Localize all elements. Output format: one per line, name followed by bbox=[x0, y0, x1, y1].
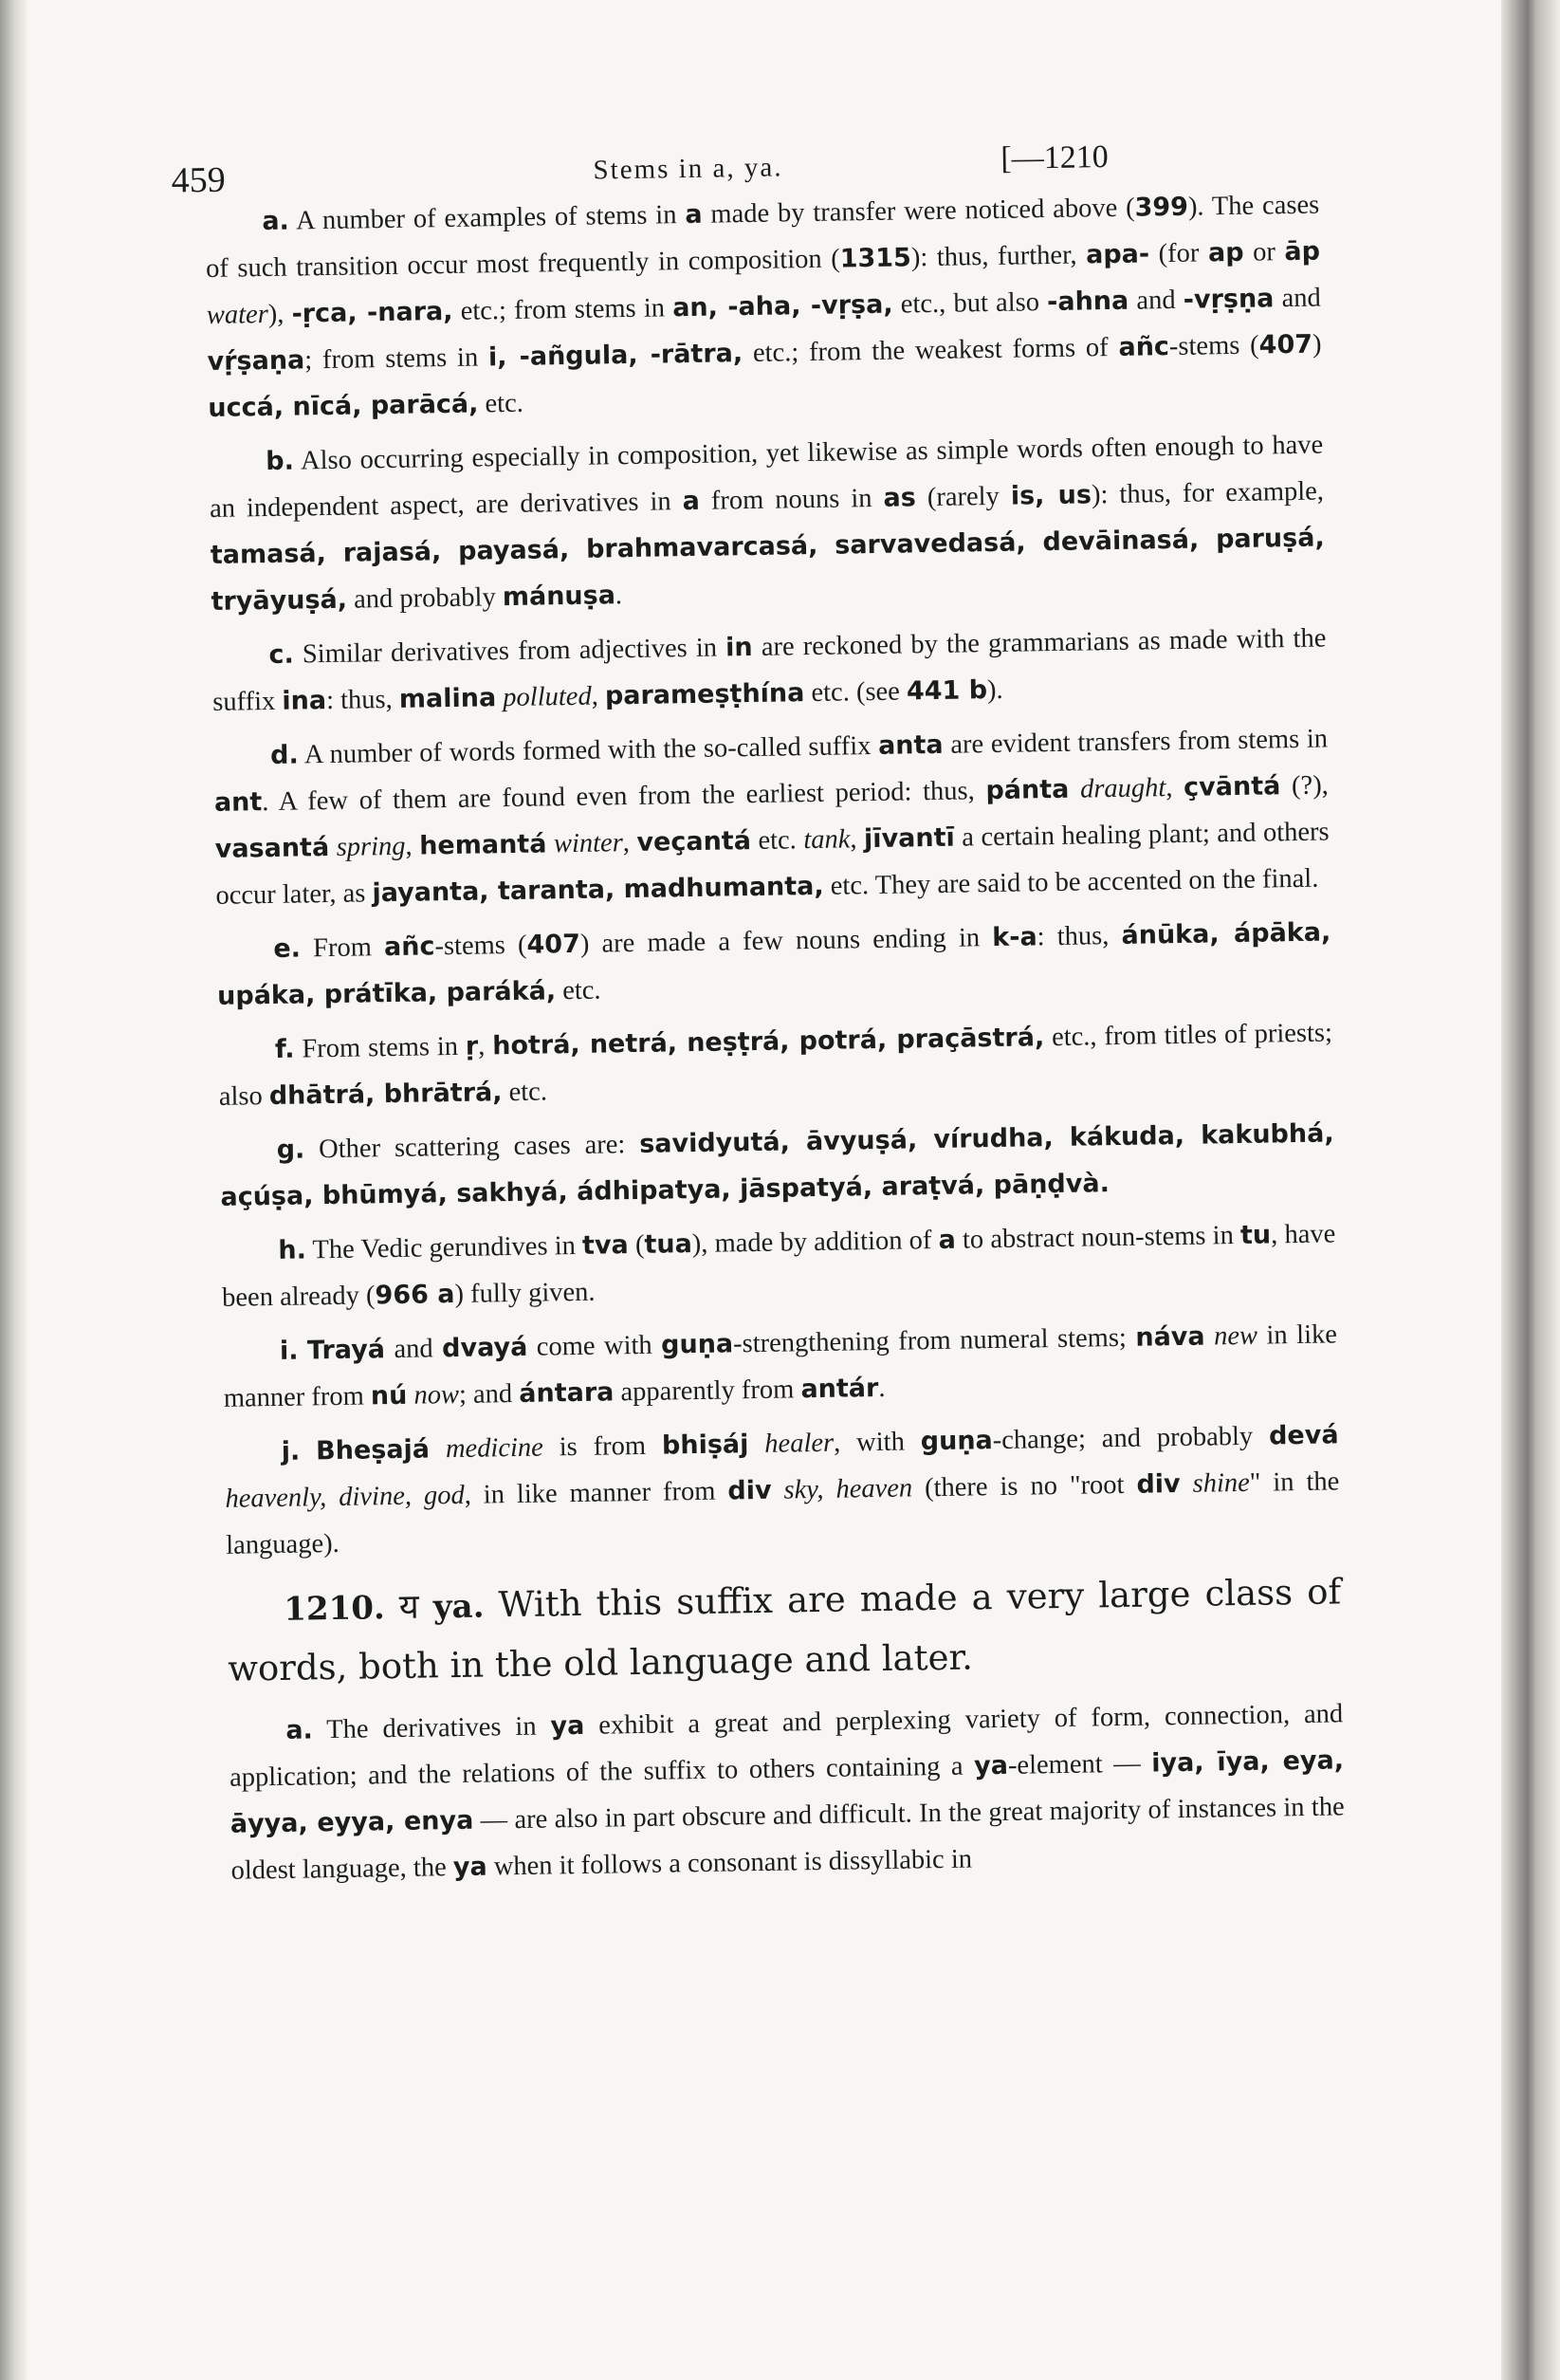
text-run bbox=[748, 1430, 764, 1459]
bold-term: ántara bbox=[519, 1377, 615, 1409]
bold-term: i. bbox=[279, 1336, 299, 1366]
text-run: : thus, bbox=[325, 684, 400, 716]
italic-gloss: spring bbox=[336, 831, 406, 862]
bold-term: mánuṣa bbox=[502, 581, 616, 613]
bold-term: ya bbox=[452, 1852, 487, 1883]
bold-term: pánta bbox=[985, 774, 1070, 806]
text-run: From bbox=[300, 932, 385, 964]
bold-term: -vṛṣṇa bbox=[1183, 284, 1275, 315]
bold-term: an, -aha, -vṛṣa, bbox=[671, 289, 893, 323]
paragraph-b bbox=[209, 422, 1326, 625]
text-run: Other scattering cases are: bbox=[304, 1129, 640, 1165]
paragraph-g bbox=[219, 1110, 1334, 1220]
bold-term: div bbox=[1136, 1469, 1181, 1500]
bold-term: 1315 bbox=[839, 243, 912, 274]
bold-term: k-a bbox=[992, 922, 1037, 953]
bold-term: ant bbox=[213, 787, 263, 818]
text-run bbox=[1069, 775, 1080, 804]
text-run: ; from stems in bbox=[304, 342, 489, 376]
text-run: ). bbox=[986, 674, 1003, 706]
bold-term: jayanta, taranta, madhumanta, bbox=[372, 871, 824, 909]
bold-term: apa- bbox=[1085, 239, 1150, 270]
text-run: : thus, bbox=[1037, 920, 1122, 952]
text-run: . A few of them are found even from the earliest period: thus, bbox=[262, 776, 986, 818]
text-run: , bbox=[1165, 772, 1184, 803]
text-run: and bbox=[1274, 283, 1321, 314]
bold-term: h. bbox=[278, 1235, 307, 1265]
scan-left-edge bbox=[0, 0, 27, 2380]
bold-term: uccá, nīcá, parācá, bbox=[208, 389, 479, 423]
text-run: ; and bbox=[458, 1378, 520, 1410]
text-run: and bbox=[1128, 285, 1184, 316]
section-reference: [—1210 bbox=[1000, 139, 1109, 176]
text-run: etc. (see bbox=[804, 676, 908, 709]
text-run: (?), bbox=[1280, 770, 1330, 802]
bold-term: ap bbox=[1207, 237, 1244, 268]
text-run: etc. bbox=[502, 1077, 548, 1108]
bold-term: dvayá bbox=[441, 1332, 528, 1364]
text-run: exhibit a great and perplexing variety of form, connection, and application; and the relations of the suffix to others containing a bbox=[229, 1699, 1344, 1793]
page-number: 459 bbox=[171, 159, 226, 201]
text-run: etc., but also bbox=[892, 287, 1048, 320]
paragraph-a bbox=[205, 182, 1323, 432]
bold-term: c. bbox=[268, 639, 295, 670]
bold-term: a bbox=[938, 1225, 957, 1255]
text-run: The Vedic gerundives in bbox=[305, 1230, 583, 1265]
text-run bbox=[1180, 1469, 1192, 1499]
text-run: etc. They are said to be accented on the final. bbox=[823, 863, 1319, 901]
text-run: " in the language). bbox=[225, 1467, 1340, 1560]
bold-term: a bbox=[682, 486, 701, 517]
bold-term: hemantá bbox=[418, 829, 547, 861]
text-run: , in like manner from bbox=[464, 1476, 728, 1510]
text-run: from nouns in bbox=[699, 483, 884, 516]
bold-term: iya, īya, eya, āyya, eyya, enya bbox=[229, 1745, 1345, 1839]
text-run: With this suffix are made a very large class of words, both in the old language and later. bbox=[227, 1571, 1342, 1689]
bold-term: ya. bbox=[432, 1587, 485, 1627]
text-run: , have been already ( bbox=[221, 1219, 1336, 1313]
text-run: , bbox=[622, 827, 637, 858]
text-run: are evident transfers from stems in bbox=[943, 724, 1329, 760]
bold-term: ya bbox=[550, 1710, 585, 1742]
text-run: are reckoned by the grammarians as made with the suffix bbox=[212, 623, 1327, 717]
paragraph-d bbox=[213, 715, 1331, 918]
text-run: The derivatives in bbox=[312, 1711, 551, 1745]
bold-term: tua bbox=[644, 1229, 693, 1260]
text-run: etc., from titles of priests; also bbox=[218, 1018, 1333, 1112]
text-run: ): thus, further, bbox=[910, 240, 1087, 273]
italic-gloss: healer bbox=[764, 1428, 835, 1459]
bold-term: tu bbox=[1239, 1220, 1272, 1250]
text-run: etc.; from stems in bbox=[452, 293, 673, 326]
text-run: Similar derivatives from adjectives in bbox=[293, 633, 726, 670]
bold-term: añc bbox=[383, 932, 435, 963]
bold-term: -ṛca, -nara, bbox=[291, 296, 453, 329]
bold-term: guṇa bbox=[660, 1329, 734, 1360]
text-run: (there is no "root bbox=[911, 1469, 1137, 1504]
italic-gloss: sky, heaven bbox=[783, 1473, 913, 1505]
text-run bbox=[430, 1434, 446, 1464]
bold-term: tva bbox=[581, 1230, 630, 1261]
italic-gloss: water bbox=[206, 299, 269, 330]
bold-term: 966 a bbox=[375, 1279, 455, 1311]
bold-term: ánūka, ápāka, upáka, prátīka, paráká, bbox=[216, 917, 1331, 1011]
bold-term: -ahna bbox=[1046, 286, 1129, 318]
text-run: etc. bbox=[750, 825, 804, 857]
text-run bbox=[384, 1586, 399, 1627]
text-run: ) fully given. bbox=[454, 1277, 596, 1309]
paragraph-c bbox=[211, 615, 1327, 725]
text-run: (for bbox=[1148, 238, 1209, 269]
bold-term: çvāntá bbox=[1183, 771, 1281, 803]
text-run: is from bbox=[542, 1430, 663, 1463]
text-run: come with bbox=[527, 1330, 662, 1362]
bold-term: vasantá bbox=[214, 833, 330, 864]
text-run: A number of words formed with the so-called suffix bbox=[298, 730, 879, 770]
italic-gloss: tank bbox=[803, 824, 851, 856]
text-run: when it follows a consonant is dissyllabic in bbox=[486, 1844, 973, 1882]
bold-term: in bbox=[725, 632, 753, 663]
bold-term: veçantá bbox=[636, 826, 752, 858]
paragraph-h bbox=[221, 1210, 1336, 1320]
text-run: ), bbox=[267, 299, 292, 329]
text-run: . bbox=[615, 581, 623, 611]
italic-gloss: polluted bbox=[503, 681, 592, 713]
text-run: etc. bbox=[478, 388, 524, 419]
bold-term: is, us bbox=[1010, 480, 1092, 511]
italic-gloss: now bbox=[413, 1379, 460, 1411]
bold-term: as bbox=[883, 483, 917, 513]
italic-gloss: shine bbox=[1192, 1467, 1251, 1499]
bold-term: f. bbox=[274, 1034, 295, 1064]
italic-gloss: medicine bbox=[445, 1432, 544, 1465]
bold-term: a. bbox=[285, 1715, 314, 1745]
paragraph-f bbox=[218, 1009, 1333, 1119]
text-run: , with bbox=[833, 1427, 922, 1458]
running-title: Stems in a, ya. bbox=[593, 152, 783, 186]
paragraph-a2 bbox=[229, 1690, 1346, 1893]
italic-gloss: heavenly, divine, god bbox=[225, 1480, 465, 1514]
section-1210-heading-paragraph bbox=[227, 1562, 1343, 1698]
text-run: and probably bbox=[346, 582, 504, 615]
paragraph-j bbox=[224, 1411, 1340, 1568]
bold-term: 399 bbox=[1134, 192, 1189, 223]
bold-term: div bbox=[727, 1475, 772, 1506]
bold-term: savidyutá, āvyuṣá, vírudha, kákuda, kakubhá, açúṣa, bhūmyá, sakhyá, ádhipatya, jāspatyá, araṭvá, pāṇḍvà. bbox=[220, 1118, 1334, 1212]
bold-term: jīvantī bbox=[863, 822, 955, 855]
text-run: etc.; from the weakest forms of bbox=[742, 332, 1119, 369]
bold-term: Bheṣajá bbox=[315, 1434, 431, 1467]
bold-term: d. bbox=[269, 740, 299, 770]
text-run: A number of examples of stems in bbox=[288, 200, 686, 236]
bold-term: vṛ́ṣaṇa bbox=[207, 345, 305, 377]
text-run: ) are made a few nouns ending in bbox=[579, 923, 993, 959]
bold-term: antár bbox=[800, 1373, 879, 1405]
text-run: (rarely bbox=[915, 481, 1012, 513]
text-run: in like manner from bbox=[223, 1319, 1338, 1413]
text-run: , bbox=[591, 681, 606, 711]
text-run: ). The cases of such transition occur most frequently in composition ( bbox=[205, 190, 1320, 284]
text-run: apparently from bbox=[614, 1374, 801, 1408]
bold-term: añc bbox=[1118, 332, 1170, 362]
text-run: -element — bbox=[1007, 1748, 1152, 1780]
bold-term: nú bbox=[370, 1380, 408, 1411]
text-run: etc. bbox=[555, 975, 601, 1006]
bold-term: ya bbox=[973, 1750, 1009, 1781]
text-run: , bbox=[405, 831, 420, 861]
italic-gloss: draught bbox=[1079, 773, 1166, 804]
text-run: — are also in part obscure and difficult. In the great majority of instances in the oldest language, the bbox=[230, 1792, 1345, 1886]
text-run: and bbox=[384, 1334, 443, 1365]
bold-term: g. bbox=[276, 1135, 305, 1165]
text-run bbox=[771, 1476, 783, 1505]
bold-term: anta bbox=[877, 729, 944, 761]
bold-term: bhiṣáj bbox=[661, 1430, 749, 1461]
bold-term: ina bbox=[282, 686, 327, 716]
text-run: -stems ( bbox=[434, 930, 527, 962]
bold-term: 1210. bbox=[283, 1589, 386, 1629]
text-run bbox=[418, 1585, 433, 1626]
book-page bbox=[171, 125, 1346, 1902]
text-run: -stems ( bbox=[1168, 330, 1259, 362]
bold-term: guṇa bbox=[920, 1426, 993, 1457]
bold-term: ṛ bbox=[465, 1031, 479, 1061]
bold-term: dhātrá, bhrātrá, bbox=[268, 1078, 503, 1112]
text-run: a certain healing plant; and others occur later, as bbox=[215, 817, 1330, 911]
text-run bbox=[298, 1336, 307, 1365]
bold-term: Trayá bbox=[306, 1335, 386, 1366]
scan-right-edge bbox=[1501, 0, 1560, 2380]
bold-term: 407 bbox=[1258, 329, 1313, 360]
bold-term: āp bbox=[1284, 236, 1321, 268]
text-run: ) bbox=[1312, 329, 1322, 360]
text-run: ( bbox=[628, 1229, 645, 1261]
text-run: to abstract noun-stems in bbox=[955, 1220, 1241, 1255]
text-run: , bbox=[477, 1031, 493, 1061]
bold-term: devá bbox=[1268, 1420, 1339, 1451]
bold-term: tamasá, rajasá, payasá, brahmavarcasá, sarvavedasá, devāinasá, paruṣá, tryāyuṣá, bbox=[210, 523, 1325, 617]
text-run: ), made by addition of bbox=[691, 1225, 939, 1260]
text-run: Also occurring especially in composition, yet likewise as simple words often enough to have an independent aspect, are derivatives in bbox=[209, 430, 1324, 524]
devanagari-glyph: य bbox=[398, 1587, 420, 1627]
bold-term: e. bbox=[273, 933, 302, 964]
text-run: -strengthening from numeral stems; bbox=[732, 1322, 1136, 1359]
body-text bbox=[205, 182, 1346, 1894]
italic-gloss: new bbox=[1213, 1320, 1258, 1352]
bold-term: i, -añgula, -rātra, bbox=[487, 339, 743, 373]
text-run: or bbox=[1243, 237, 1285, 268]
paragraph-e bbox=[216, 909, 1331, 1019]
text-run bbox=[300, 1436, 316, 1466]
bold-term: a bbox=[685, 199, 703, 231]
text-run: made by transfer were noticed above ( bbox=[702, 193, 1135, 230]
bold-term: náva bbox=[1135, 1321, 1205, 1353]
bold-term: b. bbox=[266, 446, 295, 477]
bold-term: hotrá, netrá, neṣṭrá, potrá, praçāstrá, bbox=[491, 1023, 1045, 1061]
text-run: ): thus, for example, bbox=[1091, 476, 1325, 510]
bold-term: 441 b bbox=[906, 675, 988, 707]
text-run: -change; and probably bbox=[992, 1421, 1270, 1456]
paragraph-i bbox=[223, 1311, 1338, 1421]
bold-term: a. bbox=[262, 206, 290, 237]
text-run: . bbox=[878, 1373, 886, 1403]
bold-term: malina bbox=[398, 683, 497, 714]
bold-term: parameṣṭhína bbox=[604, 678, 805, 711]
text-run: , bbox=[850, 824, 865, 855]
bold-term: j. bbox=[281, 1436, 301, 1467]
text-run: From stems in bbox=[294, 1031, 467, 1064]
italic-gloss: winter bbox=[553, 828, 624, 859]
bold-term: 407 bbox=[526, 929, 581, 960]
